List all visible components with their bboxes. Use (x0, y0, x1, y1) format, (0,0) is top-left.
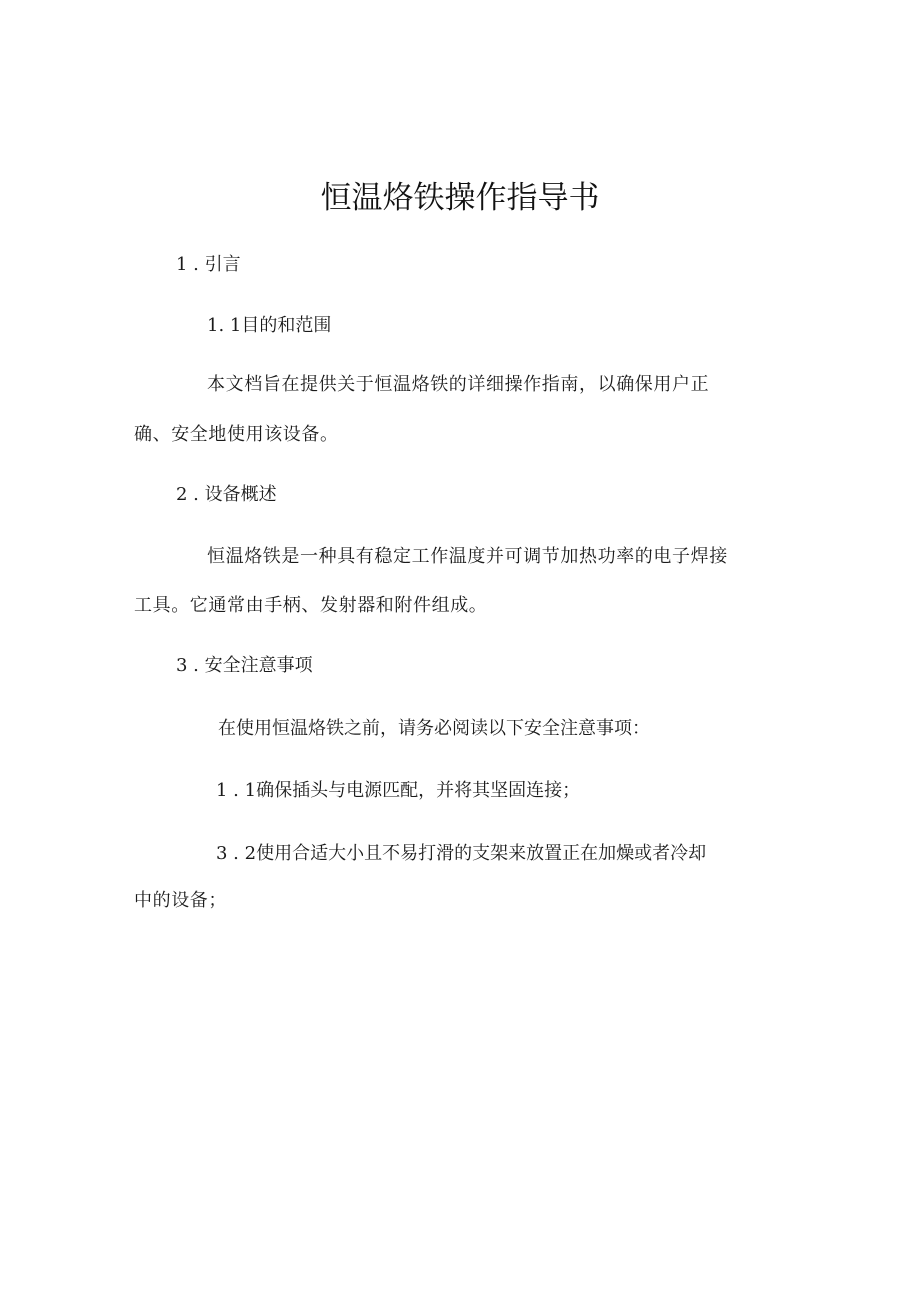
section-1-1-paragraph-line-1: 本文档旨在提供关于恒温烙铁的详细操作指南，以确保用户正 (207, 374, 710, 395)
section-1-1-heading: 1. 1目的和范围 (207, 315, 332, 336)
section-2-heading: 2 . 设备概述 (176, 484, 277, 505)
section-1-heading: 1 . 引言 (176, 254, 241, 275)
section-2-paragraph-line-2: 工具。它通常由手柄、发射器和附件组成。 (134, 595, 488, 616)
section-3-intro: 在使用恒温烙铁之前，请务必阅读以下安全注意事项： (218, 718, 650, 739)
section-3-item-2-line-1: 3 . 2使用合适大小且不易打滑的支架来放置正在加燥或者冷却 (216, 843, 707, 864)
section-1-1-paragraph-line-2: 确、安全地使用该设备。 (134, 424, 339, 445)
section-3-item-1: 1 . 1确保插头与电源匹配，并将其坚固连接； (216, 780, 581, 801)
section-3-heading: 3 . 安全注意事项 (176, 655, 313, 676)
document-title: 恒温烙铁操作指导书 (320, 180, 600, 216)
section-2-paragraph-line-1: 恒温烙铁是一种具有稳定工作温度并可调节加热功率的电子焊接 (207, 546, 728, 567)
section-3-item-2-line-2: 中的设备； (134, 890, 227, 911)
